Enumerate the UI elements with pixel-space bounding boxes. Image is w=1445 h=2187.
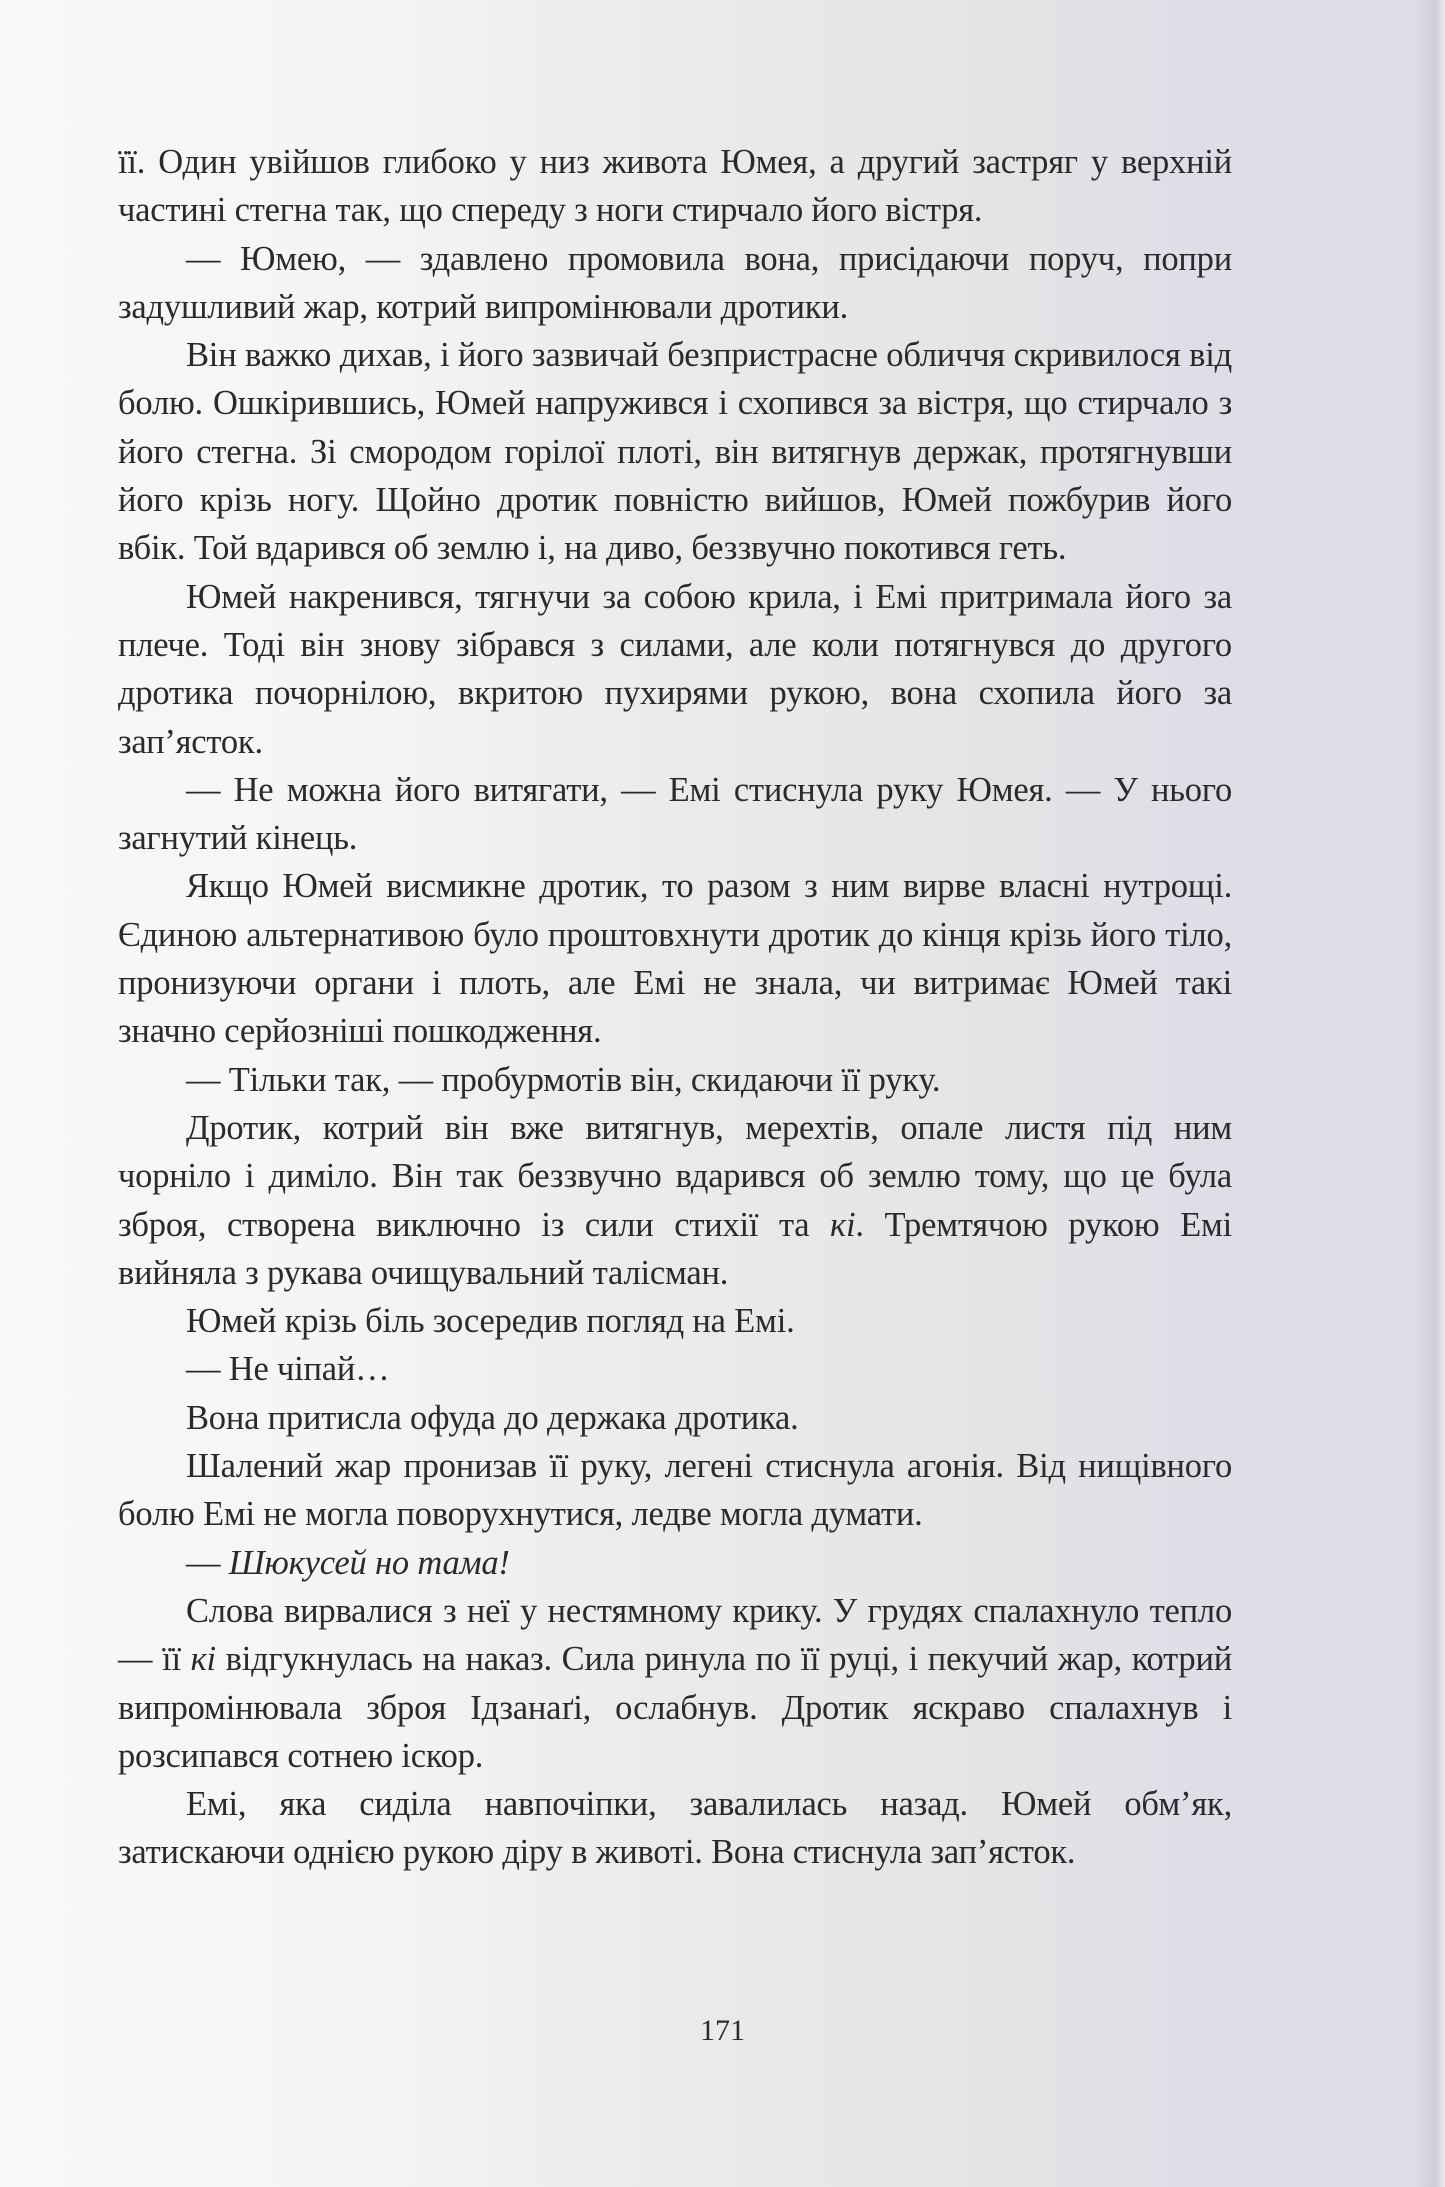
text-segment: Слова вирвалися з неї у нестямному крику. У грудях спалахнуло тепло — її	[118, 1591, 1232, 1679]
text-segment: відгукнулась на наказ. Сила ринула по її руці, і пекучий жар, котрий випромінювала зброя Ідзанаґі, ослабнув. Дротик яскраво спалахнув і розсипався сотнею іскор.	[118, 1640, 1232, 1775]
paragraph: Він важко дихав, і його зазвичай безпристрасне обличчя скривилося від болю. Ошкірившись, Юмей напружився і схопився за вістря, що стирчало з його стегна. Зі смородом горілої плоті, він витягнув держак, протягнувши його крізь ногу. Щойно дротик повністю вийшов, Юмей пожбурив його вбік. Той вдарився об землю і, на диво, беззвучно покотився геть.	[118, 336, 1232, 568]
italic-term-ki: кі	[830, 1205, 856, 1244]
paragraph-with-italic	[118, 1587, 1232, 1780]
book-page-body	[118, 138, 1232, 1877]
paragraph: Емі, яка сиділа навпочіпки, завалилась назад. Юмей обм’як, затискаючи однією рукою діру в животі. Вона стиснула зап’ясток.	[118, 1785, 1232, 1872]
paragraph: Юмей крізь біль зосередив погляд на Емі.	[186, 1302, 795, 1341]
paragraph: Якщо Юмей висмикне дротик, то разом з ним вирве власні нутрощі. Єдиною альтернативою було проштовхнути дротик до кінця крізь його тіло, пронизуючи органи і плоть, але Емі не знала, чи витримає Юмей такі значно серйозніші пошкодження.	[118, 867, 1232, 1051]
page-number: 171	[700, 2014, 745, 2047]
paragraph-dialogue: — Тільки так, — пробурмотів він, скидаючи її руку.	[186, 1060, 941, 1099]
paragraph-continued: її. Один увійшов глибоко у низ живота Юмея, а другий застряг у верхній частині стегна так, що спереду з ноги стирчало його вістря.	[118, 143, 1232, 230]
paragraph-with-italic	[118, 1104, 1232, 1297]
italic-incantation: Шюкусей но тама!	[228, 1543, 510, 1582]
dialogue-dash: —	[186, 1543, 229, 1582]
paragraph: Юмей накренився, тягнучи за собою крила, і Емі притримала його за плече. Тоді він знову зібрався з силами, але коли потягнувся до другого дротика почорнілою, вкритою пухирями рукою, вона схопила його за зап’ясток.	[118, 577, 1232, 761]
text-segment: . Тремтячою рукою Емі вийняла з рукава очищувальний талісман.	[118, 1205, 1232, 1292]
text-segment: Дротик, котрий він вже витягнув, мерехтів, опале листя під ним чорніло і диміло. Він так беззвучно вдарився об землю тому, що це була зброя, створена виключно із сили стихії та	[118, 1108, 1232, 1244]
paragraph-dialogue: — Юмею, — здавлено промовила вона, присідаючи поруч, попри задушливий жар, котрий випромінювали дротики.	[118, 239, 1232, 326]
paragraph: Шалений жар пронизав її руку, легені стиснула агонія. Від нищівного болю Емі не могла поворухнутися, ледве могла думати.	[118, 1447, 1232, 1534]
paragraph-dialogue-incantation	[118, 1539, 1232, 1587]
paragraph-dialogue: — Не можна його витягати, — Емі стиснула руку Юмея. — У нього загнутий кінець.	[118, 770, 1232, 858]
paragraph: Вона притисла офуда до держака дротика.	[186, 1398, 799, 1437]
paragraph-dialogue: — Не чіпай…	[186, 1350, 390, 1389]
italic-term-ki: кі	[190, 1640, 216, 1679]
